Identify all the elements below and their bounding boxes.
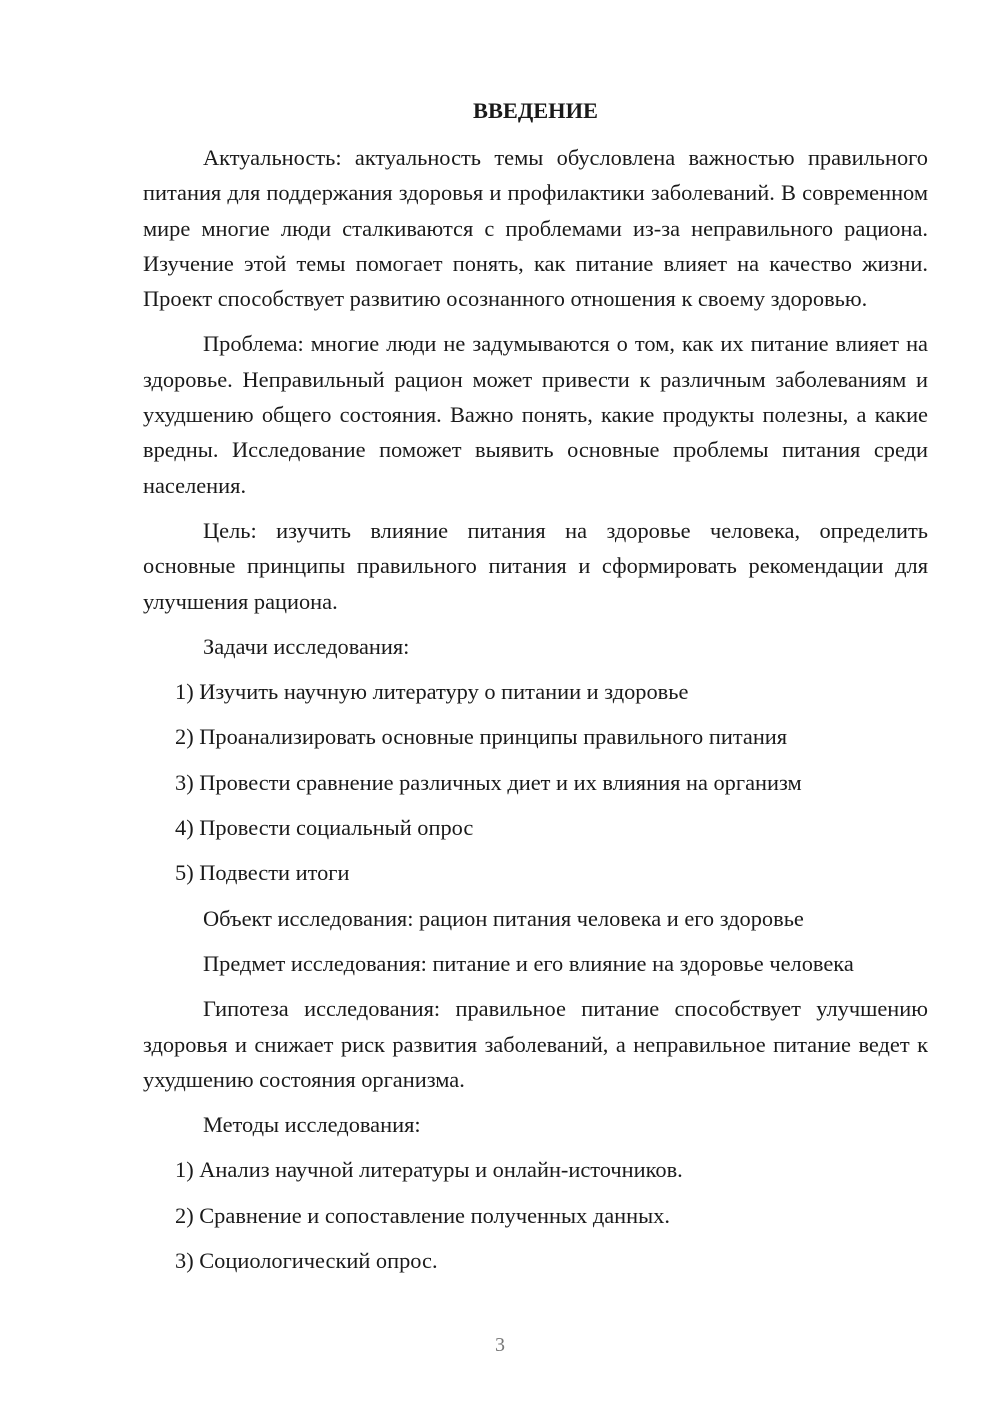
goal-paragraph: Цель: изучить влияние питания на здоровье человека, определить основные принципы правильного питания и сформировать рекомендации для улучшения рациона. — [143, 517, 928, 614]
page-number: 3 — [495, 1334, 505, 1356]
page-title: ВВЕДЕНИЕ — [473, 98, 598, 123]
subject-line: Предмет исследования: питание и его влияние на здоровье человека — [203, 950, 854, 976]
task-item: 2) Проанализировать основные принципы правильного питания — [175, 724, 788, 750]
task-item: 4) Провести социальный опрос — [175, 815, 474, 841]
relevance-paragraph: Актуальность: актуальность темы обусловлена важностью правильного питания для поддержания здоровья и профилактики заболеваний. В современном мире многие люди сталкиваются с проблемами из-за неправильного рациона. Изучение этой темы помогает понять, как питание влияет на качество жизни. Проект способствует развитию осознанного отношения к своему здоровью. — [143, 145, 928, 312]
hypothesis-paragraph: Гипотеза исследования: правильное питание способствует улучшению здоровья и снижает риск развития заболеваний, а неправильное питание ведет к ухудшению состояния организма. — [143, 996, 928, 1092]
methods-heading: Методы исследования: — [203, 1112, 421, 1138]
method-item: 1) Анализ научной литературы и онлайн-источников. — [175, 1157, 683, 1183]
method-item: 3) Социологический опрос. — [175, 1248, 438, 1274]
method-item: 2) Сравнение и сопоставление полученных данных. — [175, 1202, 670, 1228]
task-item: 1) Изучить научную литературу о питании и здоровье — [175, 679, 689, 705]
problem-paragraph: Проблема: многие люди не задумываются о том, как их питание влияет на здоровье. Неправильный рацион может привести к различным заболеваниям и ухудшению общего состояния. Важно понять, какие продукты полезны, а какие вредны. Исследование поможет выявить основные проблемы питания среди населения. — [143, 331, 928, 498]
page-content — [143, 96, 928, 1288]
tasks-heading: Задачи исследования: — [203, 633, 410, 659]
task-item: 5) Подвести итоги — [175, 860, 350, 886]
object-line: Объект исследования: рацион питания человека и его здоровье — [203, 905, 804, 931]
task-item: 3) Провести сравнение различных диет и их влияния на организм — [175, 769, 802, 795]
